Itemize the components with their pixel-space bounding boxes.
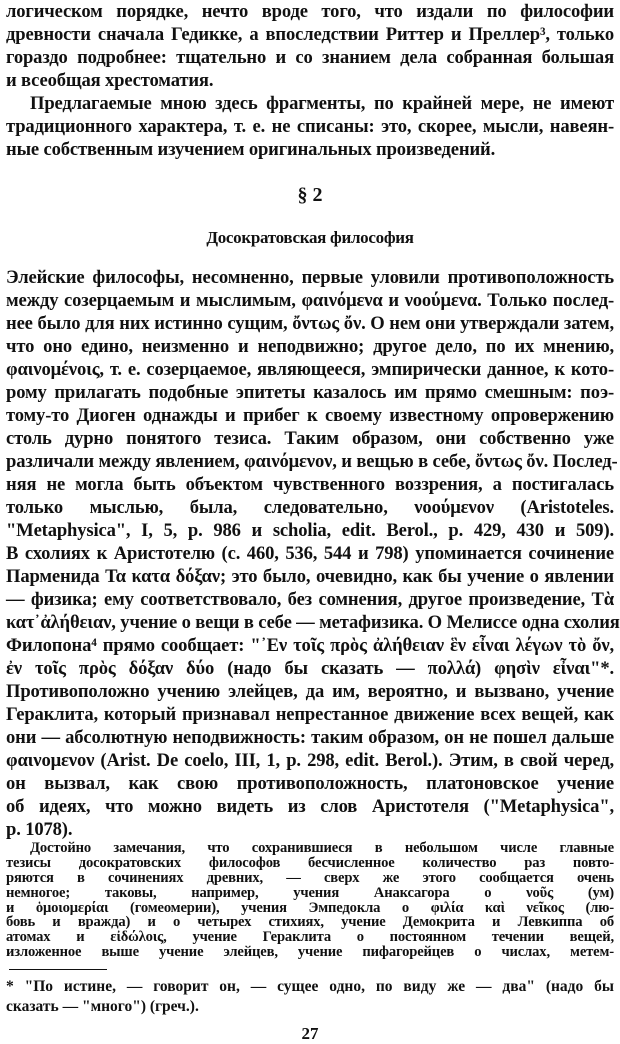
text-line: p. 1078). bbox=[6, 819, 73, 840]
text-line: только мыслью, была, следовательно, νοούμενον (Aristoteles. bbox=[6, 497, 614, 518]
text-line: изложенное выше учение элейцев, учение пифагорейцев о числах, метем- bbox=[6, 944, 614, 961]
text-line: он вызвал, как свою противоположность, платоновское учение bbox=[6, 773, 614, 794]
text-line: атомах и εἰδώλοις, учение Гераклита о постоянном течении вещей, bbox=[6, 929, 614, 946]
text-line: φαινομένοις, т. е. созерцаемое, являющееся, эмпирически данное, к кото- bbox=[6, 359, 614, 380]
text-line: Элейские философы, несомненно, первые уловили противоположность bbox=[6, 267, 614, 288]
text-line: тезисы досократовских философов бесчисленное количество раз повто- bbox=[6, 854, 614, 871]
text-line: между созерцаемым и мыслимым, φαινόμενα и νοούμενα. Только послед- bbox=[6, 290, 614, 311]
text-line: κατ᾽ἀλήθειαν, учение о вещи в себе — метафизика. О Мелиссе одна схолия bbox=[6, 612, 620, 633]
text-line: "Metaphysica", I, 5, p. 986 и scholia, edit. Berol., p. 429, 430 и 509). bbox=[6, 520, 614, 541]
text-line: φαινομενον (Arist. De coelo, III, 1, p. 298, edit. Berol.). Этим, в свой черед, bbox=[6, 750, 614, 771]
footnote-line: сказать — "много") (греч.). bbox=[6, 998, 199, 1015]
text-line: что оно едино, неизменно и неподвижно; другое дело, по их мнению, bbox=[6, 336, 614, 357]
text-line: об идеях, что можно видеть из слов Аристотеля ("Metaphysica", bbox=[6, 796, 614, 817]
text-line: древности сначала Гедикке, а впоследствии Риттер и Преллер³, только bbox=[6, 24, 614, 45]
text-line: Противоположно учению элейцев, да им, вероятно, и вызвано, учение bbox=[6, 681, 614, 702]
text-line: гораздо подробнее: тщательно и со знанием дела собранная большая bbox=[6, 47, 614, 68]
section-title: Досократовская философия bbox=[206, 228, 414, 247]
text-line: Гераклита, который признавал непрестанное движение всех вещей, как bbox=[6, 704, 614, 725]
text-line: ἐν τοῖς πρὸς δόξαν δύο (надо бы сказать — πολλά) φησὶν εἶναι"*. bbox=[6, 658, 614, 679]
text-line: и ὁμοιομερίαι (гомеомерии), учения Эмпедокла о φιλία καὶ νεῖκος (лю- bbox=[6, 899, 614, 916]
text-line: нее было для них истинно сущим, ὄντως ὄν. О нем они утверждали затем, bbox=[6, 313, 614, 334]
text-line: Достойно замечания, что сохранившиеся в небольшом числе главные bbox=[30, 840, 614, 856]
text-line: они — абсолютную неподвижность: таким образом, он не пошел дальше bbox=[6, 727, 614, 748]
footnote-rule bbox=[9, 969, 107, 970]
text-line: Предлагаемые мною здесь фрагменты, по крайней мере, не имеют bbox=[30, 93, 614, 114]
text-line: немногое; таковы, например, учения Анаксагора о νοῦς (ум) bbox=[6, 884, 614, 901]
text-line: традиционного характера, т. е. не списаны: это, скорее, мысли, навеян- bbox=[6, 116, 614, 137]
text-line: — физика; ему соответствовало, без сомнения, другое произведение, Τὰ bbox=[6, 589, 614, 610]
page-number: 27 bbox=[301, 1024, 319, 1043]
text-line: бовь и вражда) и о четырех стихиях, учение Демокрита и Левкиппа об bbox=[6, 914, 614, 931]
text-line: столь дурно понятого тезиса. Таким образом, они собственно уже bbox=[6, 428, 614, 449]
footnote-line: * "По истине, — говорит он, — сущее одно, по виду же — два" (надо бы bbox=[6, 978, 614, 995]
text-line: няя не могла быть объектом чувственного воззрения, а постигалась bbox=[6, 474, 614, 495]
text-line: ные собственным изучением оригинальных произведений. bbox=[6, 139, 496, 160]
text-line: Парменида Τα κατα δόξαν; это было, очевидно, как бы учение о явлении bbox=[6, 566, 614, 587]
text-line: и всеобщая хрестоматия. bbox=[6, 70, 214, 91]
text-line: Филопона⁴ прямо сообщает: "᾽Εν τοῖς πρὸς ἀλήθειαν ἓν εἶναι λέγων τὸ ὄν, bbox=[6, 635, 614, 656]
text-line: В схолиях к Аристотелю (с. 460, 536, 544 и 798) упоминается сочинение bbox=[6, 543, 614, 564]
text-line: ряются в сочинениях древних, — сверх же этого сообщается очень bbox=[6, 869, 614, 886]
text-line: тому-то Диоген однажды и прибег к своему известному опровержению bbox=[6, 405, 614, 426]
section-number: § 2 bbox=[297, 184, 323, 206]
text-line: логическом порядке, нечто вроде того, что издали по философии bbox=[6, 1, 614, 22]
text-line: различали между явлением, φαινόμενον, и вещью в себе, ὄντως ὄν. Послед- bbox=[6, 451, 618, 472]
text-line: рому прилагать подобные эпитеты казалось им прямо смешным: поэ- bbox=[6, 382, 614, 403]
